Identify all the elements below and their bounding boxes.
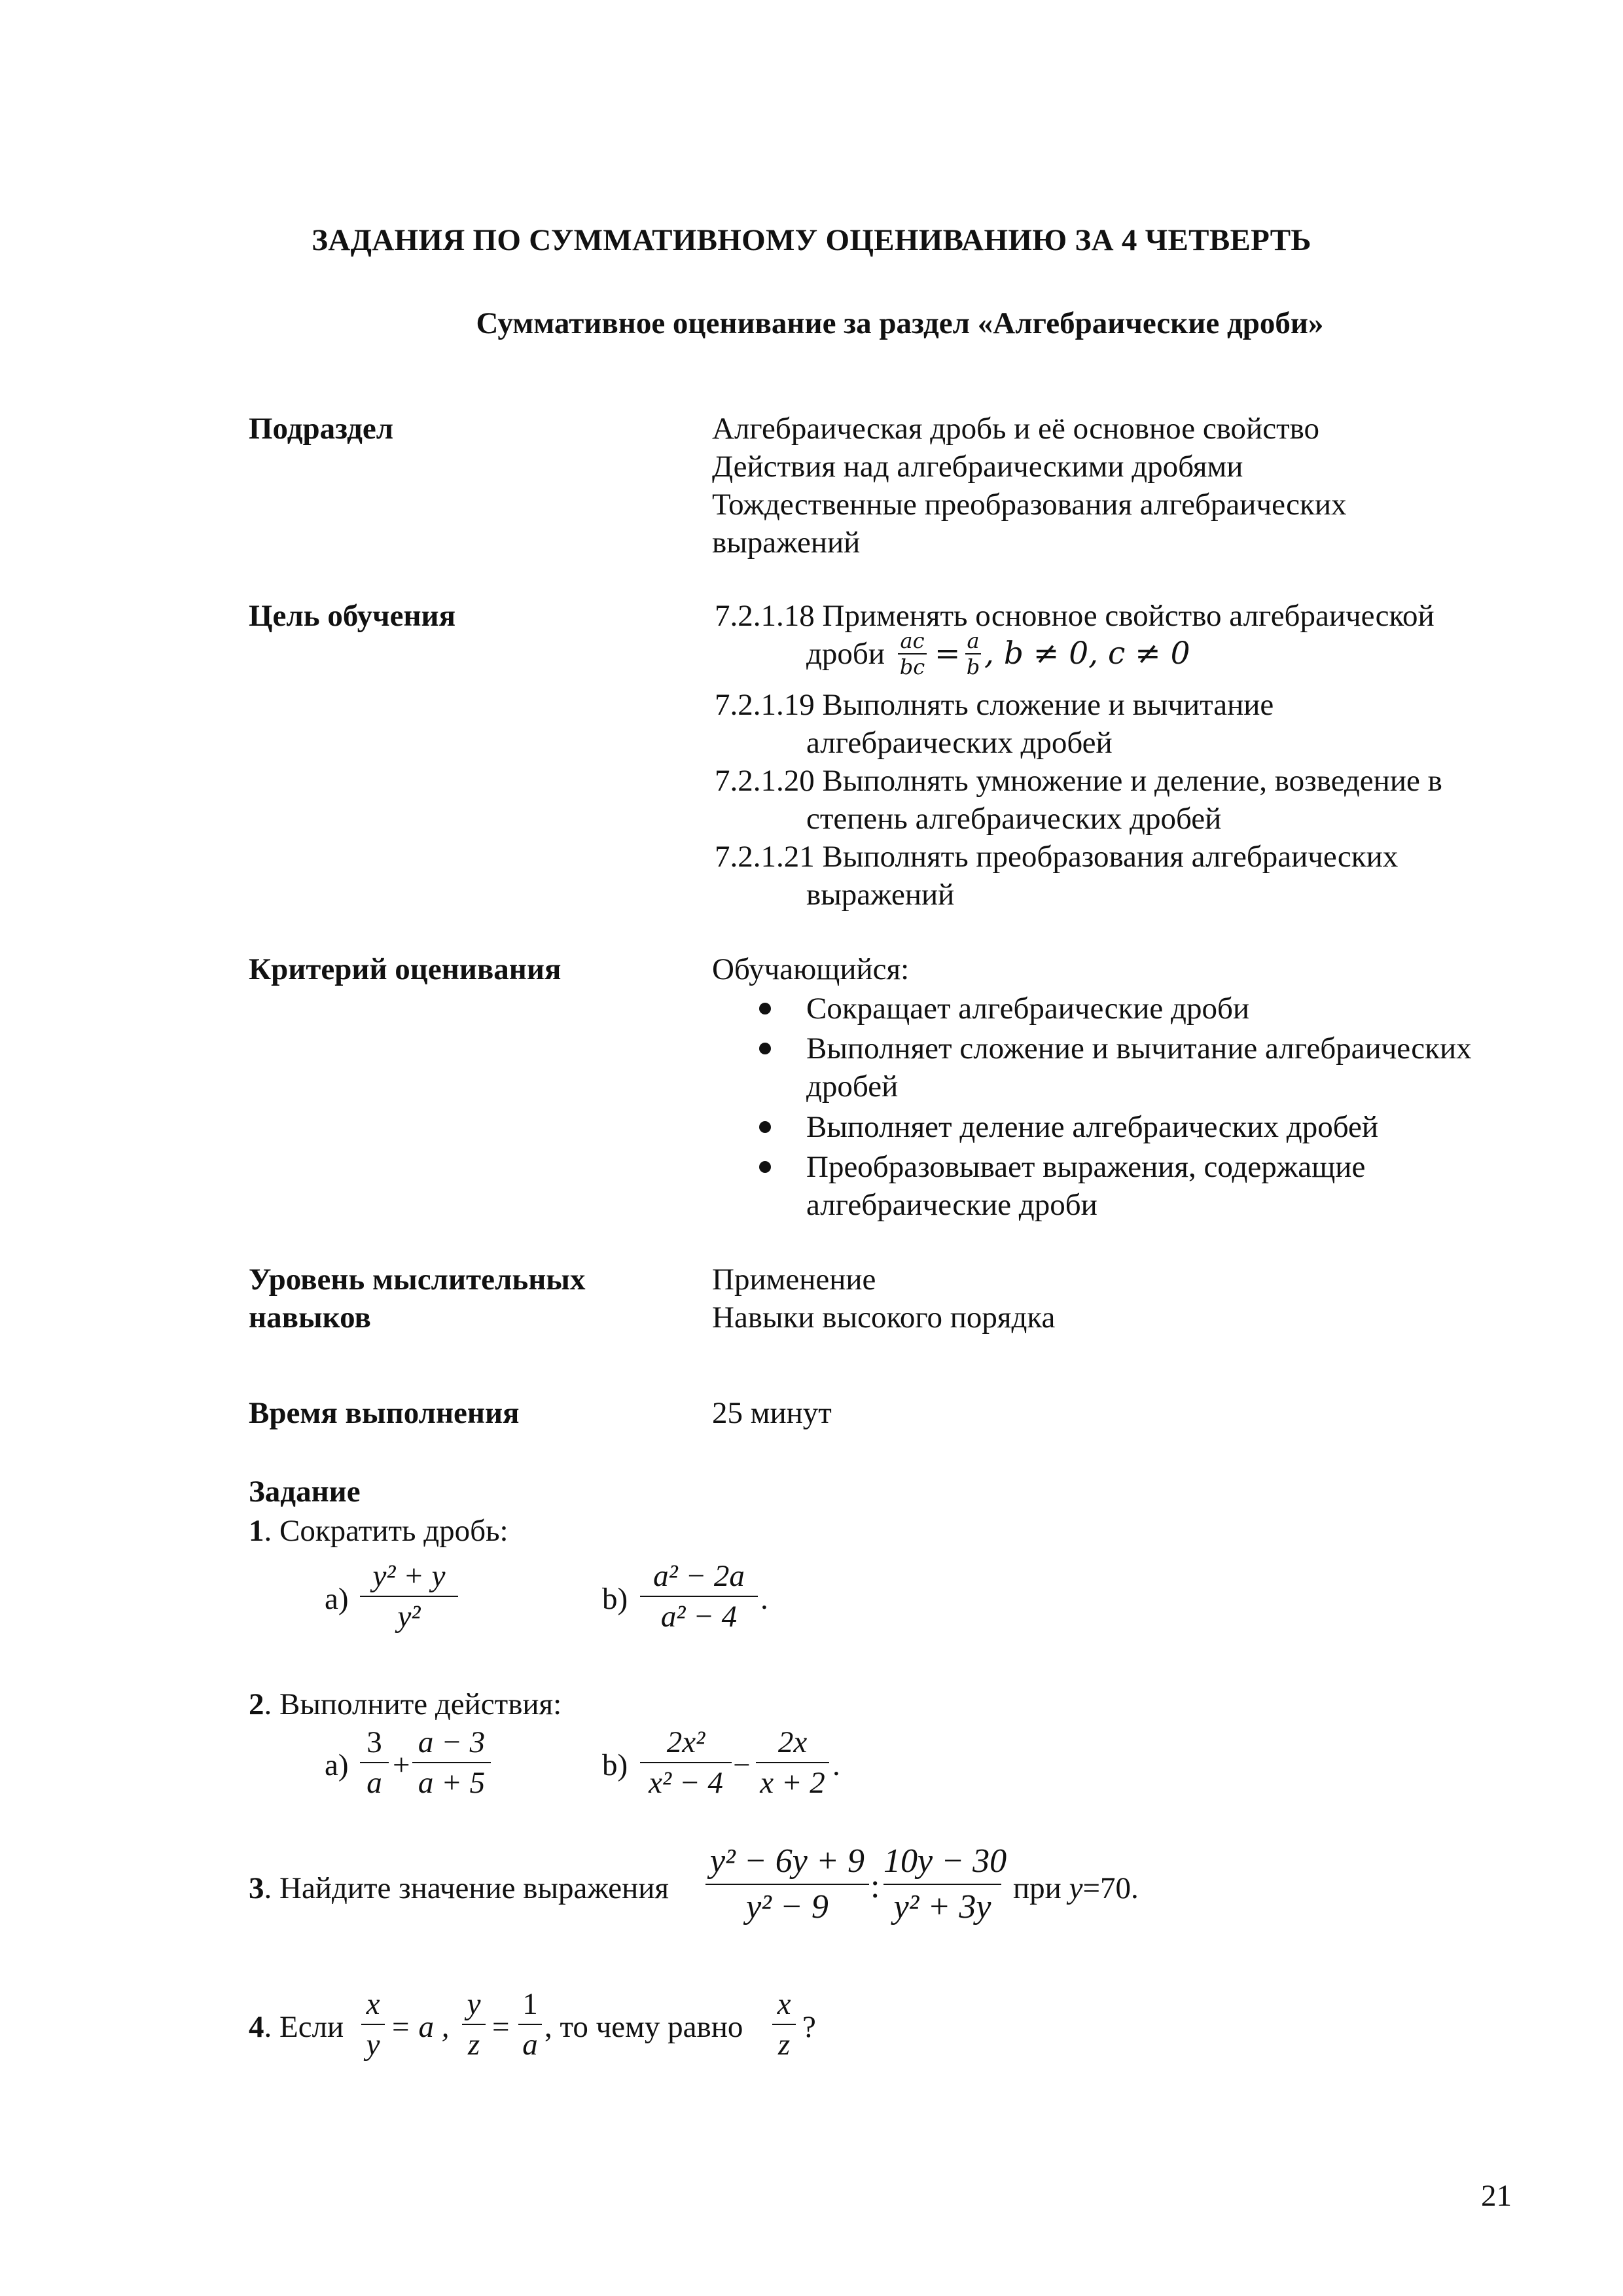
page-number: 21 xyxy=(1481,2179,1512,2213)
task-4-end: ? xyxy=(802,2010,816,2044)
task-4-fraction-1: x y xyxy=(361,1986,385,2063)
bullet-icon xyxy=(759,1121,771,1133)
criteria-item-2-cont: дробей xyxy=(806,1069,899,1103)
objective-3-cont: степень алгебраических дробей xyxy=(806,802,1222,836)
task-3-condition: при y=70. xyxy=(1013,1871,1139,1905)
task-4-eq-2: = xyxy=(492,2010,510,2044)
task-4-fraction-3: 1 a xyxy=(518,1986,542,2063)
criteria-intro: Обучающийся: xyxy=(712,952,910,986)
task-2b-fraction-1: 2x² x² − 4 xyxy=(640,1724,732,1801)
task-4-question: , то чему равно xyxy=(544,2010,743,2044)
bullet-icon xyxy=(759,1043,771,1054)
task-2b-label: b) xyxy=(602,1748,628,1782)
time-label: Время выполнения xyxy=(249,1396,520,1430)
thinking-label-line: Уровень мыслительных xyxy=(249,1263,586,1297)
task-2b-fraction-2: 2x x + 2 xyxy=(756,1724,829,1801)
task-1a-fraction: y² + y y² xyxy=(360,1558,458,1635)
page-title: ЗАДАНИЯ ПО СУММАТИВНОМУ ОЦЕНИВАНИЮ ЗА 4 ЧЕТВЕРТЬ xyxy=(312,223,1311,257)
criteria-label: Критерий оценивания xyxy=(249,952,562,986)
task-2b-end: . xyxy=(832,1748,840,1782)
section-values xyxy=(712,410,1346,562)
section-label: Подраздел xyxy=(249,412,394,446)
task-2b-operator: − xyxy=(733,1748,751,1782)
objective-1: 7.2.1.18 Применять основное свойство алгебраической xyxy=(715,599,1435,633)
task-4-fraction-4: x z xyxy=(772,1986,796,2063)
criteria-item-3: Выполняет деление алгебраических дробей xyxy=(806,1110,1378,1144)
objective-4: 7.2.1.21 Выполнять преобразования алгебраических xyxy=(715,840,1399,874)
objective-2-cont: алгебраических дробей xyxy=(806,726,1113,760)
task-2a-operator: + xyxy=(393,1748,410,1782)
task-3-fraction-1: y² − 6y + 9 y² − 9 xyxy=(705,1840,869,1928)
task-1b-end: . xyxy=(760,1582,768,1616)
task-4-fraction-2: y z xyxy=(462,1986,486,2063)
task-2a-fraction-1: 3 a xyxy=(360,1724,389,1801)
task-3-prompt: 3. Найдите значение выражения xyxy=(249,1871,669,1905)
task-1a-label: a) xyxy=(325,1582,349,1616)
objective-1-condition: , b ≠ 0, c ≠ 0 xyxy=(984,636,1190,672)
tasks-heading: Задание xyxy=(249,1475,361,1509)
objective-2: 7.2.1.19 Выполнять сложение и вычитание xyxy=(715,688,1274,722)
objectives-label: Цель обучения xyxy=(249,599,456,633)
criteria-item-4: Преобразовывает выражения, содержащие xyxy=(806,1150,1366,1184)
thinking-label xyxy=(249,1261,586,1336)
task-1b-fraction: a² − 2a a² − 4 xyxy=(640,1558,758,1635)
section-line: выражений xyxy=(712,526,861,560)
criteria-item-1: Сокращает алгебраические дроби xyxy=(806,992,1250,1026)
objective-1-cont: дроби xyxy=(806,637,885,671)
objective-3: 7.2.1.20 Выполнять умножение и деление, возведение в xyxy=(715,764,1442,798)
objective-1-fraction-right: a b xyxy=(966,628,980,679)
objective-4-cont: выражений xyxy=(806,878,955,912)
objective-1-fraction-left: ac bc xyxy=(898,630,927,678)
page-subtitle: Суммативное оценивание за раздел «Алгебраические дроби» xyxy=(476,306,1324,340)
task-1-prompt: 1. Сократить дробь: xyxy=(249,1514,508,1548)
task-2a-label: a) xyxy=(325,1748,349,1782)
time-value: 25 минут xyxy=(712,1396,832,1430)
task-1b-label: b) xyxy=(602,1582,628,1616)
task-2-prompt: 2. Выполните действия: xyxy=(249,1687,562,1721)
thinking-label-line: навыков xyxy=(249,1300,371,1335)
task-2a-fraction-2: a − 3 a + 5 xyxy=(412,1724,491,1801)
criteria-item-2: Выполняет сложение и вычитание алгебраических xyxy=(806,1031,1472,1066)
bullet-icon xyxy=(759,1161,771,1173)
thinking-values xyxy=(712,1261,1055,1336)
section-line: Тождественные преобразования алгебраических xyxy=(712,488,1347,522)
section-line: Действия над алгебраическими дробями xyxy=(712,450,1243,484)
objective-1-eq: = xyxy=(935,636,961,672)
task-3-operator: : xyxy=(870,1868,880,1905)
task-4-prompt: 4. Если xyxy=(249,2010,344,2044)
thinking-value: Применение xyxy=(712,1263,876,1297)
criteria-item-4-cont: алгебраические дроби xyxy=(806,1188,1097,1222)
thinking-value: Навыки высокого порядка xyxy=(712,1300,1056,1335)
bullet-icon xyxy=(759,1003,771,1014)
section-line: Алгебраическая дробь и её основное свойство xyxy=(712,412,1319,446)
task-4-eq-1: = a , xyxy=(390,2010,450,2044)
task-3-fraction-2: 10y − 30 y² + 3y xyxy=(883,1842,1007,1926)
